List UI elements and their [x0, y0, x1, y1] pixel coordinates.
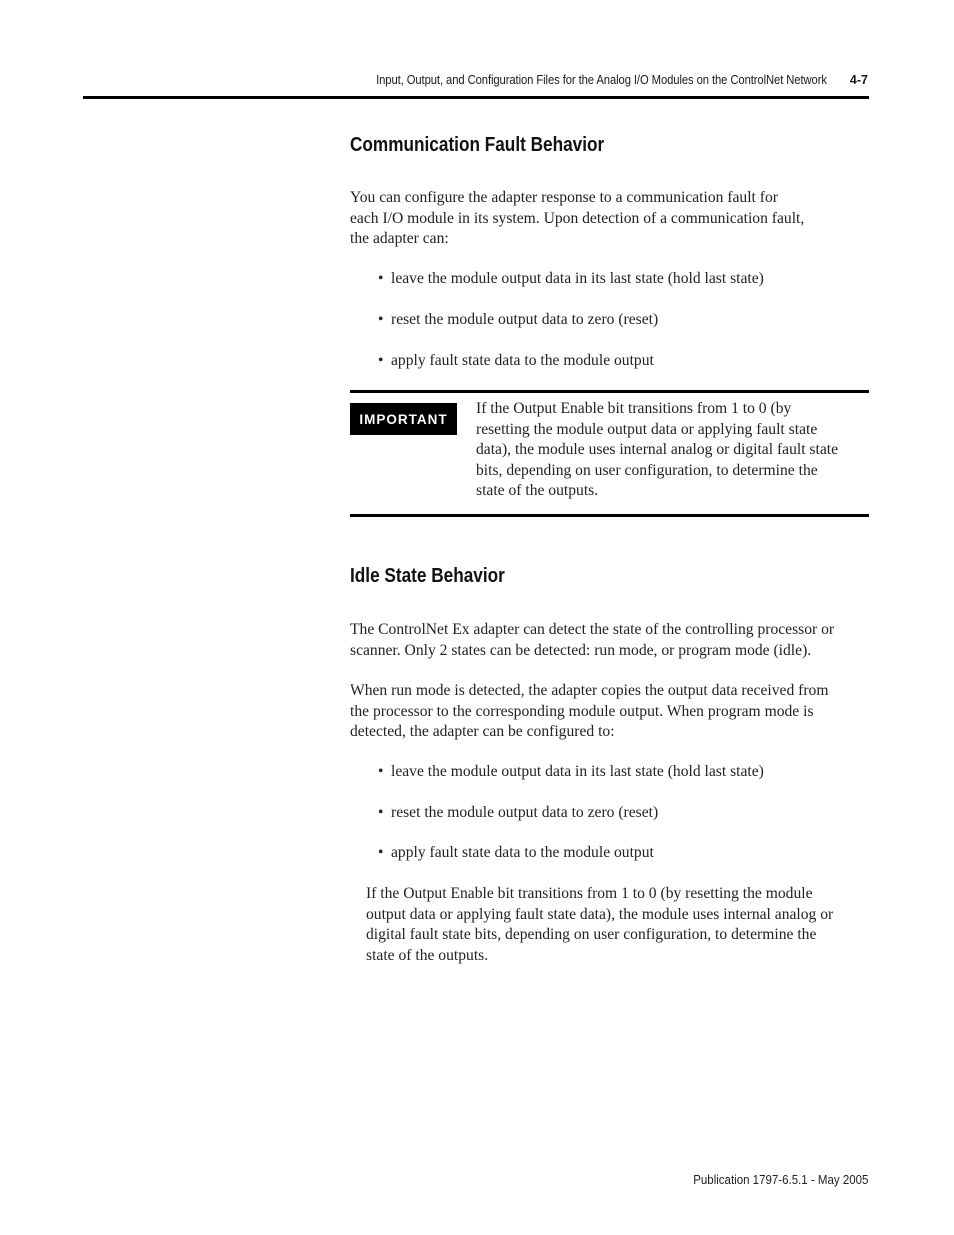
intro-line: each I/O module in its system. Upon detection of a communication fault,	[350, 209, 805, 227]
note-line: output data or applying fault state data), the module uses internal analog or	[366, 905, 834, 923]
idle-state-paragraph-1	[350, 620, 870, 661]
paragraph-line: detected, the adapter can be configured to:	[350, 723, 615, 740]
bullet-text: reset the module output data to zero (reset)	[391, 311, 659, 328]
paragraph-line: When run mode is detected, the adapter copies the output data received from	[350, 682, 829, 699]
paragraph-line: The ControlNet Ex adapter can detect the state of the controlling processor or	[350, 621, 835, 638]
section-title-communication-fault: Communication Fault Behavior	[350, 134, 605, 156]
bullet-item	[378, 269, 764, 289]
important-line: state of the outputs.	[476, 482, 599, 499]
bullet-item	[378, 843, 654, 863]
note-line: digital fault state bits, depending on user configuration, to determine the	[366, 926, 817, 943]
important-line: If the Output Enable bit transitions from 1 to 0 (by	[476, 400, 792, 417]
bullet-text: apply fault state data to the module output	[391, 352, 654, 369]
intro-line: You can configure the adapter response to a communication fault for	[350, 189, 778, 206]
page-number: 4-7	[849, 73, 868, 87]
important-badge: IMPORTANT	[350, 403, 457, 435]
important-note	[476, 399, 868, 502]
bullet-item	[378, 762, 764, 782]
paragraph-line: scanner. Only 2 states can be detected: run mode, or program mode (idle).	[350, 641, 812, 659]
bullet-item	[378, 310, 658, 330]
bullet-text: leave the module output data in its last state (hold last state)	[391, 763, 764, 780]
section-title-idle-state: Idle State Behavior	[350, 565, 505, 587]
bullet-item	[378, 803, 658, 823]
bullet-text: reset the module output data to zero (reset)	[391, 804, 659, 821]
intro-line: the adapter can:	[350, 230, 449, 247]
important-line: data), the module uses internal analog or digital fault state	[476, 441, 839, 458]
bullet-icon: •	[378, 352, 384, 369]
important-line: bits, depending on user configuration, to determine the	[476, 461, 818, 479]
bullet-icon: •	[378, 311, 384, 328]
bullet-text: apply fault state data to the module output	[391, 844, 654, 861]
note-line: state of the outputs.	[366, 946, 489, 964]
bullet-icon: •	[378, 763, 384, 780]
idle-state-paragraph-2	[350, 681, 870, 743]
bullet-text: leave the module output data in its last state (hold last state)	[391, 270, 764, 287]
bullet-item	[378, 351, 654, 371]
publication-footer: Publication 1797-6.5.1 - May 2005	[692, 1173, 868, 1187]
header-divider	[83, 96, 869, 99]
bullet-icon: •	[378, 804, 384, 821]
idle-state-output-enable-note	[366, 884, 870, 966]
paragraph-line: the processor to the corresponding module output. When program mode is	[350, 702, 814, 720]
bullet-icon: •	[378, 844, 384, 861]
note-line: If the Output Enable bit transitions from 1 to 0 (by resetting the module	[366, 885, 813, 902]
important-line: resetting the module output data or applying fault state	[476, 420, 818, 438]
communication-fault-intro	[350, 188, 870, 250]
bullet-icon: •	[378, 270, 384, 287]
important-top-rule	[350, 390, 869, 393]
important-bottom-rule	[350, 514, 869, 517]
running-header-title: Input, Output, and Configuration Files for the Analog I/O Modules on the ControlNet Network	[376, 73, 827, 87]
